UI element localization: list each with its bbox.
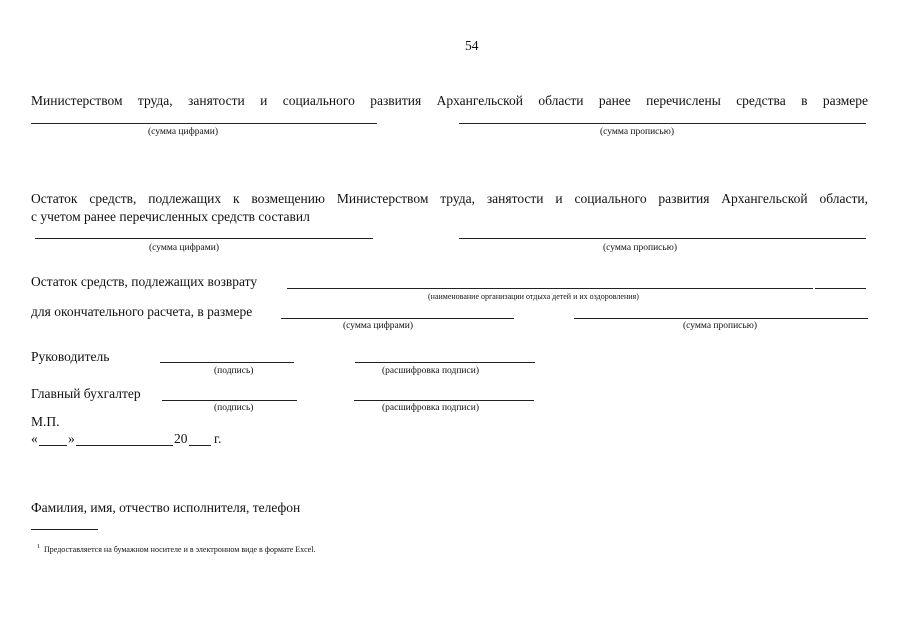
date-month-line[interactable] (76, 445, 173, 446)
caption-accountant-decoding: (расшифровка подписи) (382, 403, 479, 413)
head-label: Руководитель (31, 349, 110, 364)
paragraph-transferred-funds: Министерством труда, занятости и социального развития Архангельской области ранее перечислены средства в размере (31, 93, 868, 108)
date-year-suffix: г. (214, 431, 222, 446)
accountant-decoding-line[interactable] (354, 400, 534, 401)
date-year-prefix: 20 (174, 431, 188, 446)
sum-words-line-2[interactable] (459, 238, 866, 239)
caption-head-decoding: (расшифровка подписи) (382, 366, 479, 376)
organization-name-line-end[interactable] (815, 288, 866, 289)
footnote-text: Предоставляется на бумажном носителе и в электронном виде в формате Excel. (44, 544, 316, 554)
date-day-line[interactable] (39, 445, 67, 446)
sum-digits-line-2[interactable] (35, 238, 373, 239)
final-settlement-label: для окончательного расчета, в размере (31, 304, 253, 319)
caption-sum-words-3: (сумма прописью) (683, 321, 757, 331)
head-signature-line[interactable] (160, 362, 294, 363)
caption-organization-name: (наименование организации отдыха детей и их оздоровления) (428, 292, 639, 301)
paragraph-remaining-funds-line1: Остаток средств, подлежащих к возмещению Министерством труда, занятости и социального развития Архангельской области, (31, 191, 868, 206)
sum-digits-line[interactable] (31, 123, 377, 124)
refund-label: Остаток средств, подлежащих возврату (31, 274, 258, 289)
caption-sum-words: (сумма прописью) (600, 127, 674, 137)
caption-sum-digits-2: (сумма цифрами) (149, 243, 219, 253)
footnote (37, 542, 315, 555)
sum-words-line[interactable] (459, 123, 866, 124)
accountant-signature-line[interactable] (162, 400, 297, 401)
date-quote-close: » (68, 431, 75, 446)
sum-words-line-3[interactable] (574, 318, 868, 319)
sum-digits-line-3[interactable] (281, 318, 514, 319)
page-number: 54 (465, 38, 479, 53)
executor-label: Фамилия, имя, отчество исполнителя, телефон (31, 500, 301, 515)
paragraph-remaining-funds-line2: с учетом ранее перечисленных средств составил (31, 209, 310, 224)
caption-accountant-signature: (подпись) (214, 403, 254, 413)
caption-head-signature: (подпись) (214, 366, 254, 376)
caption-sum-words-2: (сумма прописью) (603, 243, 677, 253)
footnote-separator (31, 529, 98, 530)
footnote-mark: 1 (37, 544, 40, 550)
accountant-label: Главный бухгалтер (31, 386, 141, 401)
date-year-line[interactable] (189, 445, 211, 446)
caption-sum-digits: (сумма цифрами) (148, 127, 218, 137)
stamp-place: М.П. (31, 414, 60, 429)
head-decoding-line[interactable] (355, 362, 535, 363)
caption-sum-digits-3: (сумма цифрами) (343, 321, 413, 331)
date-quote-open: « (31, 431, 38, 446)
organization-name-line[interactable] (287, 288, 813, 289)
